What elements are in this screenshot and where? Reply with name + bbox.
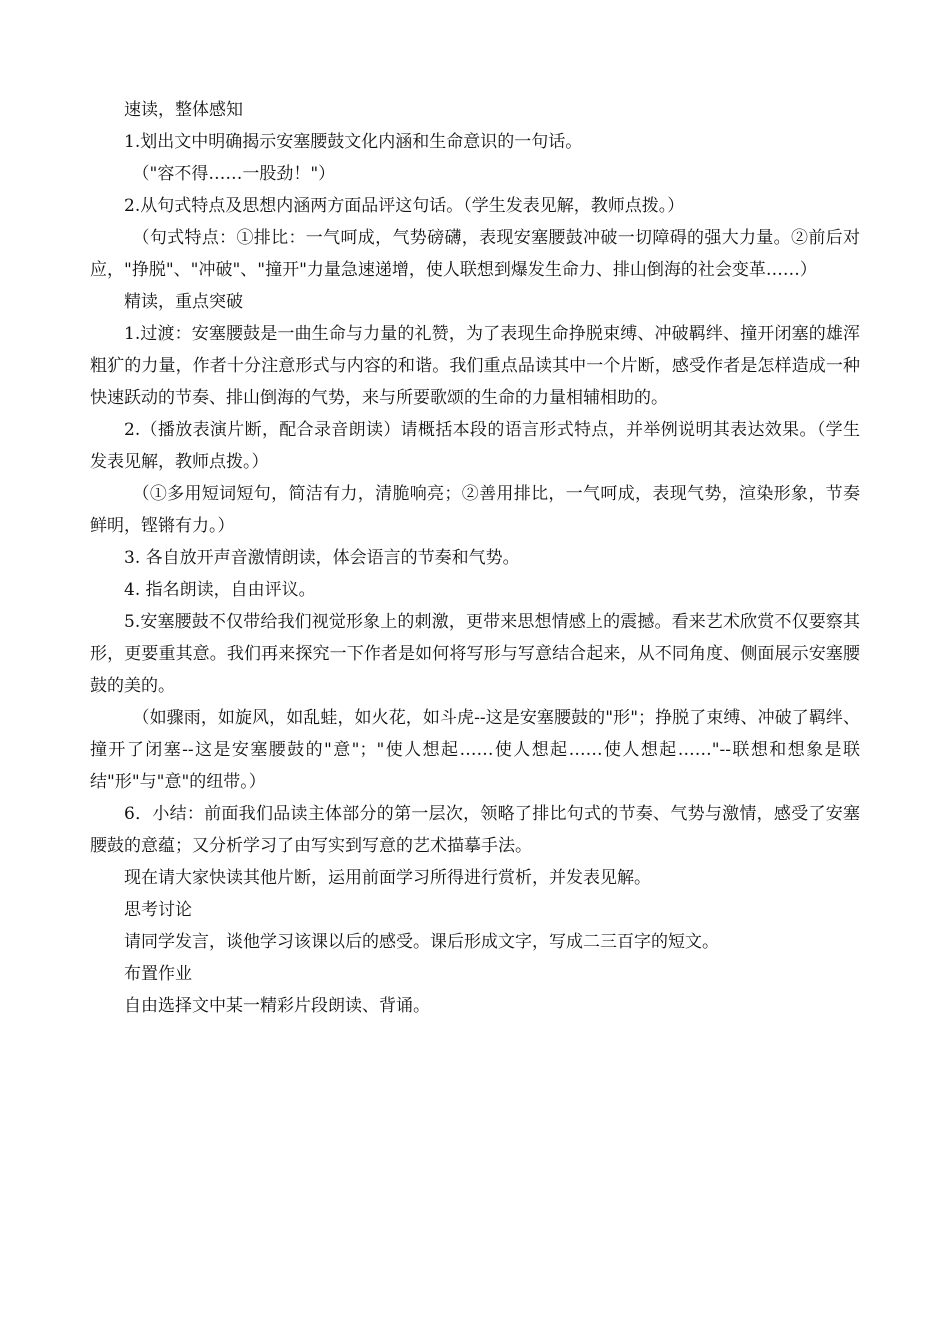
paragraph: 现在请大家快读其他片断，运用前面学习所得进行赏析，并发表见解。 <box>124 868 651 888</box>
section-heading-homework: 布置作业 <box>124 964 192 984</box>
answer-note: （①多用短词短句，简洁有力，清脆响亮；②善用排比，一气呵成，表现气势，渲染形象，节奏鲜明，铿锵有力。） <box>90 484 860 536</box>
answer-note: （如骤雨，如旋风，如乱蛙，如火花，如斗虎--这是安塞腰鼓的"形"；挣脱了束缚、冲破了羁绊、撞开了闭塞--这是安塞腰鼓的"意"；"使人想起……使人想起……使人想起……"--联想和想象是联结"形"与"意"的纽带。） <box>90 708 860 792</box>
paragraph: 自由选择文中某一精彩片段朗读、背诵。 <box>124 996 430 1016</box>
paragraph: 6．小结：前面我们品读主体部分的第一层次，领略了排比句式的节奏、气势与激情，感受了安塞腰鼓的意蕴；又分析学习了由写实到写意的艺术描摹手法。 <box>90 804 860 856</box>
answer-note: （"容不得……一股劲！"） <box>132 164 336 184</box>
paragraph: 1.划出文中明确揭示安塞腰鼓文化内涵和生命意识的一句话。 <box>124 132 583 152</box>
answer-note: （句式特点：①排比：一气呵成，气势磅礴，表现安塞腰鼓冲破一切障碍的强大力量。②前后对应，"挣脱"、"冲破"、"撞开"力量急速递增，使人联想到爆发生命力、排山倒海的社会变革……） <box>90 228 860 280</box>
section-heading-discussion: 思考讨论 <box>124 900 192 920</box>
paragraph: 2.从句式特点及思想内涵两方面品评这句话。（学生发表见解，教师点拨。） <box>124 196 685 216</box>
document-page <box>90 94 860 1022</box>
paragraph: 4. 指名朗读，自由评议。 <box>124 580 316 600</box>
section-heading-speed-reading: 速读，整体感知 <box>124 100 243 120</box>
paragraph: 3. 各自放开声音激情朗读，体会语言的节奏和气势。 <box>124 548 520 568</box>
paragraph: 5.安塞腰鼓不仅带给我们视觉形象上的刺激，更带来思想情感上的震撼。看来艺术欣赏不仅要察其形，更要重其意。我们再来探究一下作者是如何将写形与写意结合起来，从不同角度、侧面展示安塞腰鼓的美的。 <box>90 612 860 696</box>
section-heading-close-reading: 精读，重点突破 <box>124 292 243 312</box>
paragraph: 1.过渡：安塞腰鼓是一曲生命与力量的礼赞，为了表现生命挣脱束缚、冲破羁绊、撞开闭塞的雄浑粗犷的力量，作者十分注意形式与内容的和谐。我们重点品读其中一个片断，感受作者是怎样造成一种快速跃动的节奏、排山倒海的气势，来与所要歌颂的生命的力量相辅相助的。 <box>90 324 860 408</box>
paragraph: 2.（播放表演片断，配合录音朗读）请概括本段的语言形式特点，并举例说明其表达效果。（学生发表见解，教师点拨。） <box>90 420 860 472</box>
paragraph: 请同学发言，谈他学习该课以后的感受。课后形成文字，写成二三百字的短文。 <box>124 932 719 952</box>
